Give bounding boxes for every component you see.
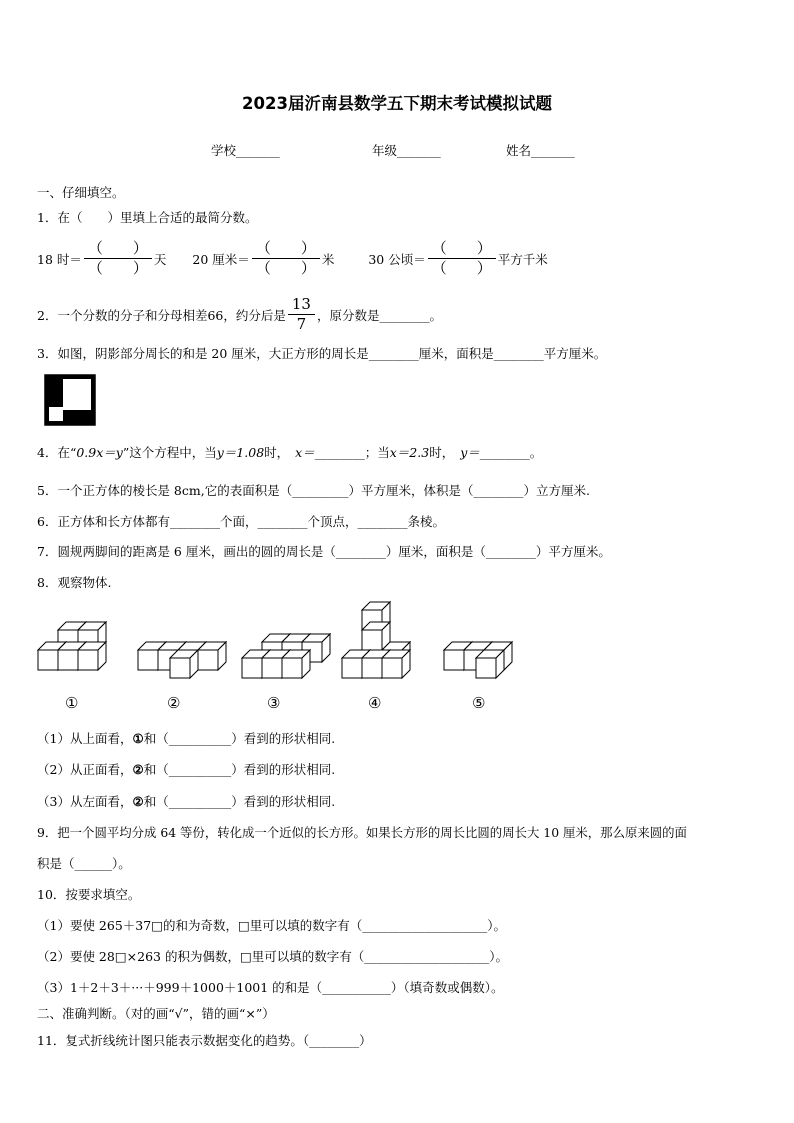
- question-2: [37, 296, 442, 333]
- figure-5-label: ⑤: [472, 694, 486, 712]
- q1-item2-suffix: 米: [321, 251, 335, 267]
- q8-sub-3-a: （3）从左面看，: [37, 794, 133, 809]
- q4-text-f: ________；当: [314, 445, 390, 460]
- q1-frac3-num[interactable]: （ ）: [431, 239, 492, 257]
- q4-x-value: x＝2.3: [389, 445, 430, 460]
- q1-item1-prefix: 18 时＝: [37, 251, 82, 267]
- question-9-line-1: 9．把一个圆平均分成 64 等份，转化成一个近似的长方形。如果长方形的周长比圆的周长大 10 厘米，那么原来圆的面: [37, 825, 687, 840]
- q1-frac1-num[interactable]: （ ）: [87, 239, 148, 257]
- q1-fraction-2[interactable]: [252, 240, 320, 277]
- grade-field[interactable]: 年级_______: [372, 143, 441, 158]
- q4-y-eq: y＝: [460, 445, 480, 460]
- q4-x-eq: x＝: [295, 445, 315, 460]
- q8-sub-3-figure: ②: [132, 794, 144, 809]
- q8-cube-figures: [30, 598, 530, 688]
- q2-denominator: 7: [296, 315, 307, 333]
- question-4: [37, 443, 542, 461]
- q1-item1-suffix: 天: [153, 251, 167, 267]
- section-2-heading: 二、准确判断。（对的画“√”，错的画“×”）: [37, 1006, 275, 1021]
- q1-frac3-den[interactable]: （ ）: [431, 259, 492, 277]
- q2-before: 2．一个分数的分子和分母相差66，约分后是: [37, 307, 286, 323]
- q1-item3-prefix: 30 公顷＝: [368, 251, 426, 267]
- figure-5: [444, 642, 512, 678]
- question-8: 8．观察物体.: [37, 575, 112, 590]
- q10-sub-1: （1）要使 265＋37□的和为奇数，□里可以填的数字有（____________________）。: [37, 918, 507, 933]
- question-1: 1．在（ ）里填上合适的最简分数。: [37, 210, 258, 225]
- q1-item3-suffix: 平方千米: [497, 251, 548, 267]
- figure-2-label: ②: [167, 694, 181, 712]
- section-1-heading: 一、仔细填空。: [37, 185, 125, 200]
- q2-numerator: 13: [291, 295, 311, 313]
- figure-3-label: ③: [267, 694, 281, 712]
- q8-sub-2: [37, 760, 335, 778]
- q10-sub-3: （3）1＋2＋3＋···＋999＋1000＋1001 的和是（___________）（填奇数或偶数）。: [37, 980, 504, 995]
- figure-2: [138, 642, 226, 678]
- q4-equation: 0.9x＝y: [76, 445, 123, 460]
- q8-sub-1-a: （1）从上面看，: [37, 731, 133, 746]
- q8-sub-2-figure: ②: [132, 762, 144, 777]
- q4-text-j: ________。: [479, 445, 543, 460]
- question-10: 10．按要求填空。: [37, 887, 141, 902]
- q1-frac2-num[interactable]: （ ）: [255, 239, 316, 257]
- q1-item2-prefix: 20 厘米＝: [192, 251, 250, 267]
- figure-3: [242, 634, 330, 678]
- q10-sub-2: （2）要使 28□×263 的积为偶数，□里可以填的数字有（____________________）。: [37, 949, 509, 964]
- question-9-line-2: 积是（______）。: [37, 856, 131, 871]
- q1-fraction-1[interactable]: [84, 240, 152, 277]
- q3-square-figure: [44, 374, 96, 426]
- q8-sub-1: [37, 729, 335, 747]
- question-1-items: [37, 240, 548, 277]
- q4-text-d: 时，: [264, 445, 290, 460]
- school-field[interactable]: 学校_______: [211, 143, 280, 158]
- q2-after: ，原分数是________。: [316, 307, 442, 323]
- question-6: 6．正方体和长方体都有________个面，________个顶点，________条棱。: [37, 514, 445, 529]
- page-title: 2023届沂南县数学五下期末考试模拟试题: [242, 94, 552, 113]
- figure-1-label: ①: [65, 694, 79, 712]
- question-3: 3．如图，阴影部分周长的和是 20 厘米，大正方形的周长是________厘米，面积是________平方厘米。: [37, 346, 607, 361]
- q1-fraction-3[interactable]: [428, 240, 496, 277]
- q4-text-b: ”这个方程中，当: [122, 445, 217, 460]
- q4-text-h: 时，: [429, 445, 455, 460]
- question-11: 11．复式折线统计图只能表示数据变化的趋势。（________）: [37, 1033, 372, 1048]
- q8-sub-2-c: 和（__________）看到的形状相同.: [143, 762, 336, 777]
- question-5: 5．一个正方体的棱长是 8cm,它的表面积是（_________）平方厘米，体积是（________）立方厘米.: [37, 483, 590, 498]
- figure-4: [342, 602, 410, 678]
- q4-text-a: 4．在“: [37, 445, 77, 460]
- name-field[interactable]: 姓名_______: [506, 143, 575, 158]
- q8-sub-3-c: 和（__________）看到的形状相同.: [143, 794, 336, 809]
- q1-frac2-den[interactable]: （ ）: [255, 259, 316, 277]
- figure-1: [38, 622, 106, 670]
- q4-y-value: y＝1.08: [216, 445, 265, 460]
- q2-fraction: [288, 296, 315, 333]
- q8-sub-1-figure: ①: [132, 731, 144, 746]
- q1-frac1-den[interactable]: （ ）: [87, 259, 148, 277]
- question-7: 7．圆规两脚间的距离是 6 厘米，画出的圆的周长是（________）厘米，面积是（________）平方厘米。: [37, 544, 611, 559]
- q8-sub-1-c: 和（__________）看到的形状相同.: [143, 731, 336, 746]
- q8-sub-2-a: （2）从正面看，: [37, 762, 133, 777]
- figure-4-label: ④: [368, 694, 382, 712]
- q8-sub-3: [37, 792, 335, 810]
